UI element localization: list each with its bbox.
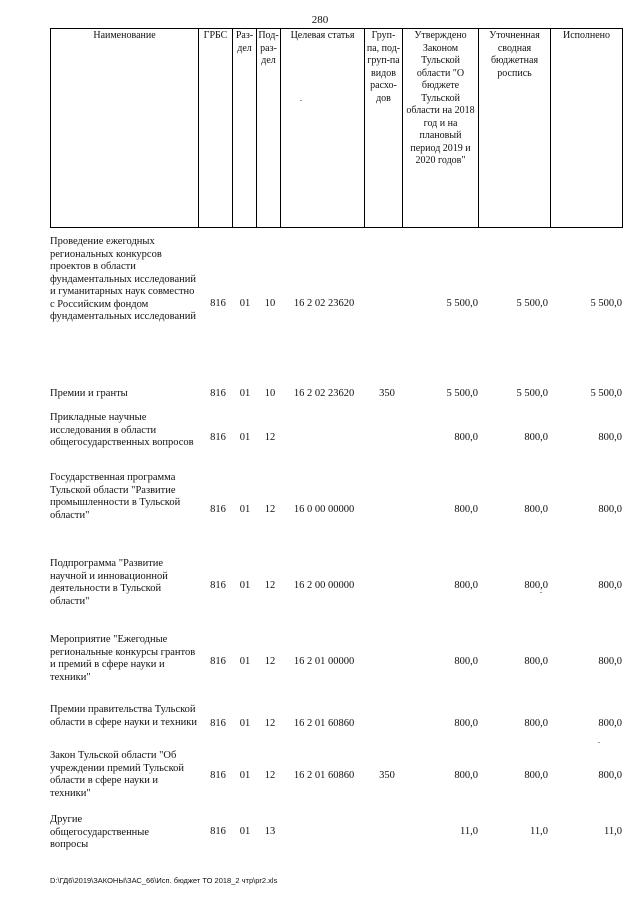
footer-file-path: D:\ГД6\2019\ЗАКОНЫ\ЗАС_66\Исп. бюджет ТО 2018_2 чтр\pr2.xls bbox=[50, 876, 278, 885]
row-razdel: 01 bbox=[239, 432, 251, 443]
row-celevaya: 16 2 01 60860 bbox=[293, 718, 355, 729]
row-utochnennaya: 800,0 bbox=[524, 504, 548, 515]
row-name: Прикладные научные исследования в области общегосударственных вопросов bbox=[50, 412, 194, 448]
row-name: Премии правительства Тульской области в сфере науки и техники bbox=[50, 704, 197, 728]
row-razdel: 01 bbox=[239, 770, 251, 781]
row-razdel: 01 bbox=[239, 718, 251, 729]
column-header-razdel: Раз-дел bbox=[233, 29, 257, 228]
row-utochnennaya: 800,0 bbox=[524, 580, 548, 591]
row-grbs: 816 bbox=[210, 656, 226, 667]
page-number: 280 bbox=[311, 14, 329, 26]
row-celevaya: 16 2 02 23620 bbox=[293, 388, 355, 399]
scan-speck bbox=[300, 100, 302, 101]
row-utverzhdeno: 800,0 bbox=[454, 656, 478, 667]
row-utochnennaya: 11,0 bbox=[530, 826, 548, 837]
row-ispolneno: 800,0 bbox=[598, 504, 622, 515]
row-podrazdel: 12 bbox=[264, 656, 276, 667]
column-header-utverzhdeno: Утверждено Законом Тульской области "О бюджете Тульской области на 2018 год и на плановый период 2019 и 2020 годов" bbox=[403, 29, 479, 228]
row-grbs: 816 bbox=[210, 504, 226, 515]
row-ispolneno: 800,0 bbox=[598, 656, 622, 667]
column-header-podrazdel: Под-раз-дел bbox=[257, 29, 281, 228]
row-podrazdel: 10 bbox=[264, 388, 276, 399]
row-grbs: 816 bbox=[210, 298, 226, 309]
row-podrazdel: 12 bbox=[264, 718, 276, 729]
row-grbs: 816 bbox=[210, 826, 226, 837]
scan-speck bbox=[598, 742, 600, 743]
row-utverzhdeno: 800,0 bbox=[454, 770, 478, 781]
row-utochnennaya: 5 500,0 bbox=[516, 388, 548, 399]
row-podrazdel: 12 bbox=[264, 432, 276, 443]
row-utochnennaya: 5 500,0 bbox=[516, 298, 548, 309]
row-gruppa: 350 bbox=[379, 770, 395, 781]
row-grbs: 816 bbox=[210, 580, 226, 591]
row-razdel: 01 bbox=[239, 580, 251, 591]
row-ispolneno: 800,0 bbox=[598, 770, 622, 781]
row-utochnennaya: 800,0 bbox=[524, 770, 548, 781]
row-podrazdel: 13 bbox=[264, 826, 276, 837]
row-ispolneno: 11,0 bbox=[604, 826, 622, 837]
row-razdel: 01 bbox=[239, 388, 251, 399]
row-utverzhdeno: 800,0 bbox=[454, 504, 478, 515]
row-celevaya: 16 2 01 00000 bbox=[293, 656, 355, 667]
row-name: Премии и гранты bbox=[50, 388, 128, 399]
row-utverzhdeno: 800,0 bbox=[454, 432, 478, 443]
row-name: Государственная программа Тульской области "Развитие промышленности в Тульской области" bbox=[50, 472, 181, 521]
scan-speck bbox=[540, 592, 542, 593]
row-podrazdel: 10 bbox=[264, 298, 276, 309]
row-grbs: 816 bbox=[210, 718, 226, 729]
column-header-ispolneno: Исполнено bbox=[551, 29, 623, 228]
row-grbs: 816 bbox=[210, 388, 226, 399]
row-utverzhdeno: 800,0 bbox=[454, 580, 478, 591]
budget-table-header bbox=[50, 28, 623, 228]
row-razdel: 01 bbox=[239, 656, 251, 667]
row-grbs: 816 bbox=[210, 432, 226, 443]
row-razdel: 01 bbox=[239, 826, 251, 837]
row-razdel: 01 bbox=[239, 504, 251, 515]
row-podrazdel: 12 bbox=[264, 770, 276, 781]
row-celevaya: 16 2 00 00000 bbox=[293, 580, 355, 591]
column-header-utochnennaya: Уточненная сводная бюджетная роспись bbox=[479, 29, 551, 228]
column-header-gruppa: Груп-па, под-груп-па видов расхо-дов bbox=[365, 29, 403, 228]
row-ispolneno: 5 500,0 bbox=[590, 298, 622, 309]
row-name: Проведение ежегодных региональных конкурсов проектов в области фундаментальных исследований и гуманитарных наук совместно с Российским фондом фундаментальных исследований bbox=[50, 236, 197, 322]
row-ispolneno: 5 500,0 bbox=[590, 388, 622, 399]
row-utverzhdeno: 5 500,0 bbox=[446, 388, 478, 399]
row-ispolneno: 800,0 bbox=[598, 718, 622, 729]
row-grbs: 816 bbox=[210, 770, 226, 781]
row-utochnennaya: 800,0 bbox=[524, 432, 548, 443]
row-name: Закон Тульской области "Об учреждении премий Тульской области в сфере науки и техники" bbox=[50, 750, 185, 799]
row-utverzhdeno: 800,0 bbox=[454, 718, 478, 729]
row-podrazdel: 12 bbox=[264, 504, 276, 515]
column-header-celevaya: Целевая статья bbox=[281, 29, 365, 228]
row-utverzhdeno: 5 500,0 bbox=[446, 298, 478, 309]
row-podrazdel: 12 bbox=[264, 580, 276, 591]
row-name: Подпрограмма "Развитие научной и инновационной деятельности в Тульской области" bbox=[50, 558, 168, 607]
row-name: Мероприятие "Ежегодные региональные конкурсы грантов и премий в сфере науки и техники" bbox=[50, 634, 196, 683]
row-ispolneno: 800,0 bbox=[598, 580, 622, 591]
row-utochnennaya: 800,0 bbox=[524, 656, 548, 667]
row-celevaya: 16 2 02 23620 bbox=[293, 298, 355, 309]
row-utverzhdeno: 11,0 bbox=[460, 826, 478, 837]
row-ispolneno: 800,0 bbox=[598, 432, 622, 443]
row-celevaya: 16 0 00 00000 bbox=[293, 504, 355, 515]
row-name: Другие общегосударственные вопросы bbox=[50, 814, 150, 850]
column-header-name: Наименование bbox=[51, 29, 199, 228]
column-header-grbs: ГРБС bbox=[199, 29, 233, 228]
row-razdel: 01 bbox=[239, 298, 251, 309]
row-gruppa: 350 bbox=[379, 388, 395, 399]
row-utochnennaya: 800,0 bbox=[524, 718, 548, 729]
row-celevaya: 16 2 01 60860 bbox=[293, 770, 355, 781]
